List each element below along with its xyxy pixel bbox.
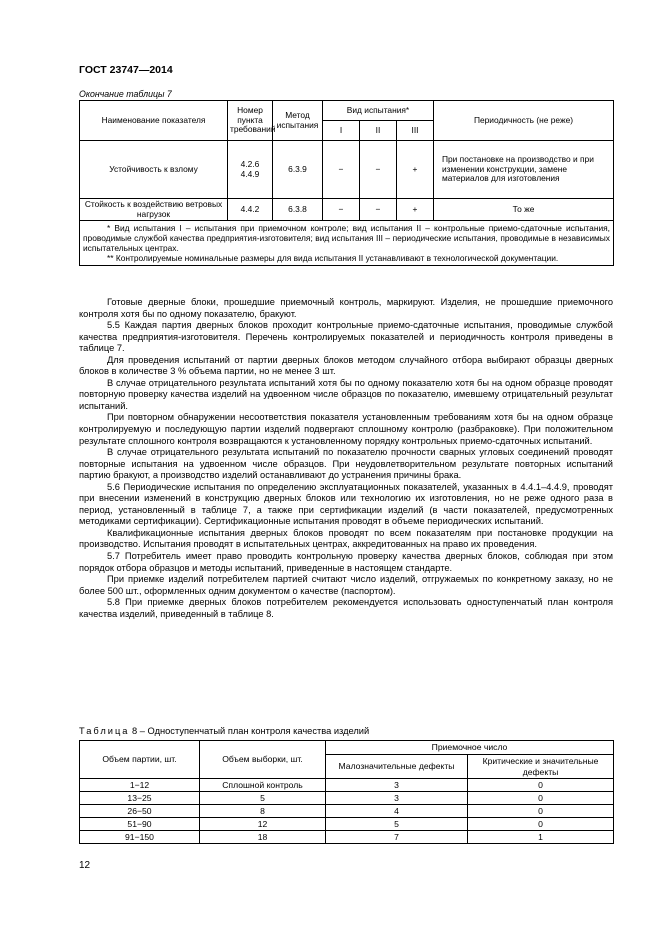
paragraph: Квалификационные испытания дверных блоков проводят по всем показателям при постановке продукции на производство. Испытания проводят в испытательных центрах, аккредитованных на право их проведения. bbox=[79, 527, 613, 550]
t8-header-minor: Малозначительные дефекты bbox=[326, 755, 468, 779]
paragraph: При приемке изделий потребителем партией считают число изделий, отгружаемых по конкретному заказу, но не более 500 шт., оформленных одним документом о качестве (паспортом). bbox=[79, 574, 613, 596]
t7-cell-periodicity: При постановке на производство и при изменении конструкции, замене материалов для изготовления bbox=[434, 141, 614, 199]
t7-cell-method: 6.3.9 bbox=[273, 141, 323, 199]
t8-cell-major: 0 bbox=[468, 779, 614, 792]
t7-cell-type-3: + bbox=[397, 199, 434, 221]
t8-cell-lot: 1−12 bbox=[80, 779, 200, 792]
t8-cell-sample: 12 bbox=[200, 818, 326, 831]
table8-caption-label: Таблица bbox=[79, 726, 130, 736]
t7-header-name: Наименование показателя bbox=[80, 101, 228, 141]
table-7 bbox=[79, 100, 614, 266]
table-8 bbox=[79, 740, 614, 844]
table8-caption bbox=[79, 726, 369, 736]
t7-header-periodicity: Периодичность (не реже) bbox=[434, 101, 614, 141]
page-number: 12 bbox=[79, 860, 91, 871]
table8-caption-text: 8 – Одноступенчатый план контроля качества изделий bbox=[132, 726, 370, 736]
table-row bbox=[80, 199, 614, 221]
t7-header-test-type: Вид испытания* bbox=[323, 101, 434, 121]
t7-cell-name: Устойчивость к взлому bbox=[80, 141, 228, 199]
t7-cell-clause: 4.2.6 4.4.9 bbox=[228, 141, 273, 199]
t8-cell-major: 0 bbox=[468, 805, 614, 818]
t8-cell-lot: 26−50 bbox=[80, 805, 200, 818]
t8-header-major: Критические и значительные дефекты bbox=[468, 755, 614, 779]
paragraph: 5.5 Каждая партия дверных блоков проходит контрольные приемо-сдаточные испытания, проводимые службой качества предприятия-изготовителя. Перечень контролируемых показателей и периодичность контроля приведены в таблице 7. bbox=[79, 320, 613, 354]
t8-cell-sample: Сплошной контроль bbox=[200, 779, 326, 792]
t8-cell-lot: 51−90 bbox=[80, 818, 200, 831]
table-row bbox=[80, 792, 614, 805]
t8-cell-minor: 3 bbox=[326, 779, 468, 792]
paragraph: В случае отрицательного результата испытаний хотя бы по одному показателю хотя бы на одном образце проводят повторную проверку качества изделий на удвоенном числе образцов по показателю, имевшему отрицательный результат испытаний. bbox=[79, 377, 613, 411]
t7-header-type-2: II bbox=[360, 121, 397, 141]
t8-header-sample: Объем выборки, шт. bbox=[200, 741, 326, 779]
t8-cell-minor: 7 bbox=[326, 831, 468, 844]
t8-cell-lot: 13−25 bbox=[80, 792, 200, 805]
t7-cell-clause: 4.4.2 bbox=[228, 199, 273, 221]
paragraph: 5.8 При приемке дверных блоков потребителем рекомендуется использовать одноступенчатый план контроля качества изделий, приведенный в таблице 8. bbox=[79, 597, 613, 619]
t7-cell-method: 6.3.8 bbox=[273, 199, 323, 221]
t8-cell-sample: 5 bbox=[200, 792, 326, 805]
body-text bbox=[79, 297, 613, 620]
table-row bbox=[80, 779, 614, 792]
t8-cell-minor: 4 bbox=[326, 805, 468, 818]
paragraph: Готовые дверные блоки, прошедшие приемочный контроль, маркируют. Изделия, не прошедшие приемочного контроля хотя бы по одному показателю, бракуют. bbox=[79, 297, 613, 319]
t7-header-method: Метод испытания bbox=[273, 101, 323, 141]
t7-cell-type-3: + bbox=[397, 141, 434, 199]
t8-cell-lot: 91−150 bbox=[80, 831, 200, 844]
t7-footnote-1: * Вид испытания I – испытания при приемочном контроле; вид испытания II – контрольные приемо-сдаточные испытания, проводимые службой качества предприятия-изготовителя; вид испытания III – периодические испытания, проводимые в независимых испытательных центрах. bbox=[83, 223, 610, 254]
t7-cell-name: Стойкость к воздействию ветровых нагрузок bbox=[80, 199, 228, 221]
t8-header-lot: Объем партии, шт. bbox=[80, 741, 200, 779]
paragraph: Для проведения испытаний от партии дверных блоков методом случайного отбора выбирают образцы дверных блоков в количестве 3 % объема партии, но не менее 3 шт. bbox=[79, 354, 613, 377]
t8-cell-major: 1 bbox=[468, 831, 614, 844]
t7-header-type-1: I bbox=[323, 121, 360, 141]
t7-cell-type-2: − bbox=[360, 199, 397, 221]
table-row bbox=[80, 818, 614, 831]
t8-header-acceptance: Приемочное число bbox=[326, 741, 614, 755]
t8-cell-major: 0 bbox=[468, 818, 614, 831]
t7-header-clause: Номер пункта требований bbox=[228, 101, 273, 141]
t7-cell-periodicity: То же bbox=[434, 199, 614, 221]
paragraph: При повторном обнаружении несоответствия показателя установленным требованиям хотя бы на одном образце контролируемую и последующую партии изделий подвергают сплошному контролю (разбраковке). При положительном результате сплошного контроля возвращаются к установленному порядку контрольных приемо-сдаточных испытаний. bbox=[79, 412, 613, 446]
t7-header-type-3: III bbox=[397, 121, 434, 141]
t7-footnote-2: ** Контролируемые номинальные размеры для вида испытания II устанавливают в технологической документации. bbox=[107, 253, 559, 264]
paragraph: В случае отрицательного результата испытаний по показателю прочности сварных угловых соединений проводят повторные испытания на удвоенном числе образцов. При неудовлетворительном результате повторных испытаний партию бракуют, а производство изделий останавливают до устранения причины брака. bbox=[79, 447, 613, 481]
t8-cell-major: 0 bbox=[468, 792, 614, 805]
t7-footnotes bbox=[80, 221, 614, 266]
document-header: ГОСТ 23747—2014 bbox=[79, 64, 173, 76]
t8-cell-minor: 5 bbox=[326, 818, 468, 831]
t8-cell-sample: 8 bbox=[200, 805, 326, 818]
t8-cell-minor: 3 bbox=[326, 792, 468, 805]
t7-cell-type-1: − bbox=[323, 199, 360, 221]
table-row bbox=[80, 141, 614, 199]
t7-cell-type-2: − bbox=[360, 141, 397, 199]
table7-continuation-label: Окончание таблицы 7 bbox=[79, 89, 172, 99]
paragraph: 5.7 Потребитель имеет право проводить контрольную проверку качества дверных блоков, соблюдая при этом порядок отбора образцов и методы испытаний, приведенные в настоящем стандарте. bbox=[79, 551, 613, 573]
t8-cell-sample: 18 bbox=[200, 831, 326, 844]
table-row bbox=[80, 831, 614, 844]
paragraph: 5.6 Периодические испытания по определению эксплуатационных показателей, указанных в 4.4.1–4.4.9, проводят при внесении изменений в конструкцию дверных блоков или технологию их изготовления, но не реже одного раза в период, установленный в таблице 7, а также при сертификации изделий (в части показателей, предусмотренных методиками сертификации). Сертификационные испытания проводят в объеме периодических испытаний. bbox=[79, 481, 613, 527]
t7-cell-type-1: − bbox=[323, 141, 360, 199]
table-row bbox=[80, 805, 614, 818]
